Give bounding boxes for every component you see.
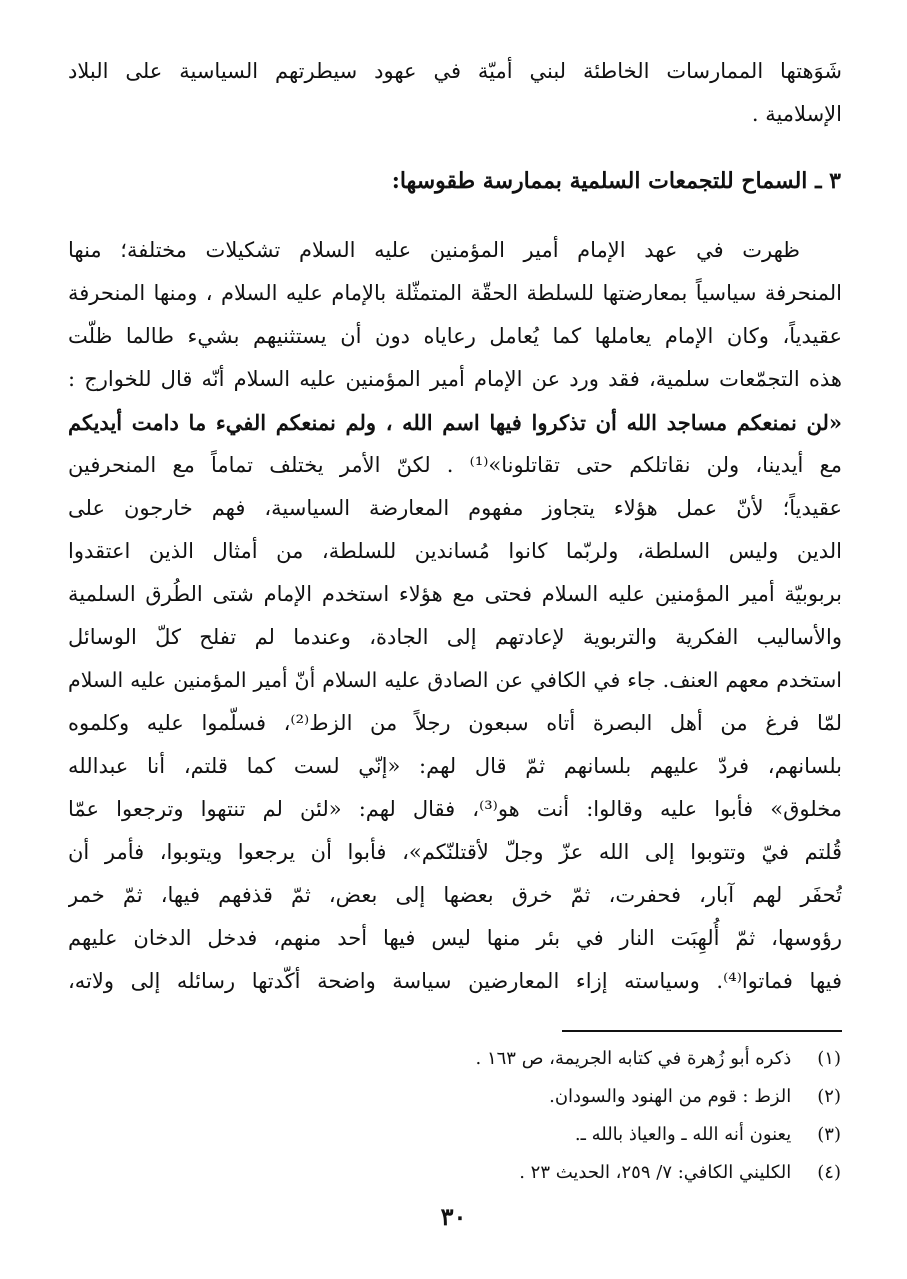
quote-line: «لن نمنعكم مساجد الله أن تذكروا فيها اسم الله ، ولم نمنعكم الفيء ما دامت أيديكم [68,410,842,435]
footnotes [281,1040,841,1192]
main-paragraph [68,229,842,1003]
text-line: الإسلامية . [751,102,842,126]
text-line: لمّا فرغ من أهل البصرة أتاه سبعون رجلاً من الزط⁽²⁾، فسلّموا عليه وكلموه [68,711,842,735]
text-line: المنحرفة سياسياً بمعارضتها للسلطة الحقّة المتمثّلة بالإمام عليه السلام ، ومنها المنحرفة [68,281,842,305]
footnote-item [281,1078,841,1116]
text-line: استخدم معهم العنف. جاء في الكافي عن الصادق عليه السلام أنّ أمير المؤمنين عليه السلام [68,668,842,692]
footnote-number: (٤) [817,1162,841,1183]
text-line: عقيدياً؛ لأنّ عمل هؤلاء يتجاوز مفهوم المعارضة السياسية، فهم خارجون على [68,496,842,520]
text-line: هذه التجمّعات سلمية، فقد ورد عن الإمام أمير المؤمنين عليه السلام أنّه قال للخوارج : [68,367,842,391]
text-line: والأساليب الفكرية والتربوية لإعادتهم إلى الجادة، وعندما لم تفلح كلّ الوسائل [68,625,842,649]
section-heading: ٣ ـ السماح للتجمعات السلمية بممارسة طقوسها: [391,168,841,194]
text-line: مخلوق» فأبوا عليه وقالوا: أنت هو⁽³⁾، فقال لهم: «لئن لم تنتهوا وترجعوا عمّا [68,797,842,821]
page-number: ٣٠ [440,1202,467,1231]
text-line: تُحفَر لهم آبار، فحفرت، ثمّ خرق بعضها إلى بعض، ثمّ قذفهم فيها، ثمّ خمر [68,883,842,907]
text-line: بربوبيّة أمير المؤمنين عليه السلام فحتى مع هؤلاء استخدم الإمام شتى الطُرق السلمية [68,582,842,606]
footnote-text: يعنون أنه الله ـ والعياذ بالله ـ. [574,1124,792,1145]
text-line: الدين وليس السلطة، ولربّما كانوا مُساندين للسلطة، من أمثال الذين اعتقدوا [68,539,842,563]
text-line: عقيدياً، وكان الإمام يعاملها كما يُعامل رعاياه دون أن يستثنيهم بشيء طالما ظلّت [68,324,842,348]
footnote-number: (١) [817,1048,841,1069]
text-line: فيها فماتوا⁽⁴⁾. وسياسته إزاء المعارضين سياسة واضحة أكّدتها رسائله إلى ولاته، [68,969,842,993]
footnote-number: (٢) [817,1086,841,1107]
footnote-item [281,1116,841,1154]
text-line: رؤوسها، ثمّ أُلهِبَت النار في بئر منها ليس فيها أحد منهم، فدخل الدخان عليهم [68,926,842,950]
text-line: ظهرت في عهد الإمام أمير المؤمنين عليه السلام تشكيلات مختلفة؛ منها [68,238,800,262]
footnote-text: الزط : قوم من الهنود والسودان. [549,1086,792,1107]
footnote-divider [562,1030,842,1032]
footnote-text: الكليني الكافي: ٧/ ٢٥٩، الحديث ٢٣ . [519,1162,792,1183]
footnote-number: (٣) [817,1124,841,1145]
footnote-item [281,1154,841,1192]
footnote-item [281,1040,841,1078]
text-line: شَوَهتها الممارسات الخاطئة لبني أميّة في عهود سيطرتهم السياسية على البلاد [68,59,842,83]
text-line: مع أيدينا، ولن نقاتلكم حتى تقاتلونا»⁽¹⁾ . لكنّ الأمر يختلف تماماً مع المنحرفين [68,453,842,477]
text-line: بلسانهم، فردّ عليهم بلسانهم ثمّ قال لهم: «إنّي لست كما قلتم، أنا عبدالله [68,754,842,778]
intro-paragraph [68,50,842,136]
text-line: قُلتم فيّ وتتوبوا إلى الله عزّ وجلّ لأقتلنّكم»، فأبوا أن يرجعوا ويتوبوا، فأمر أن [68,840,842,864]
footnote-text: ذكره أبو زُهرة في كتابه الجريمة، ص ١٦٣ . [475,1048,792,1069]
